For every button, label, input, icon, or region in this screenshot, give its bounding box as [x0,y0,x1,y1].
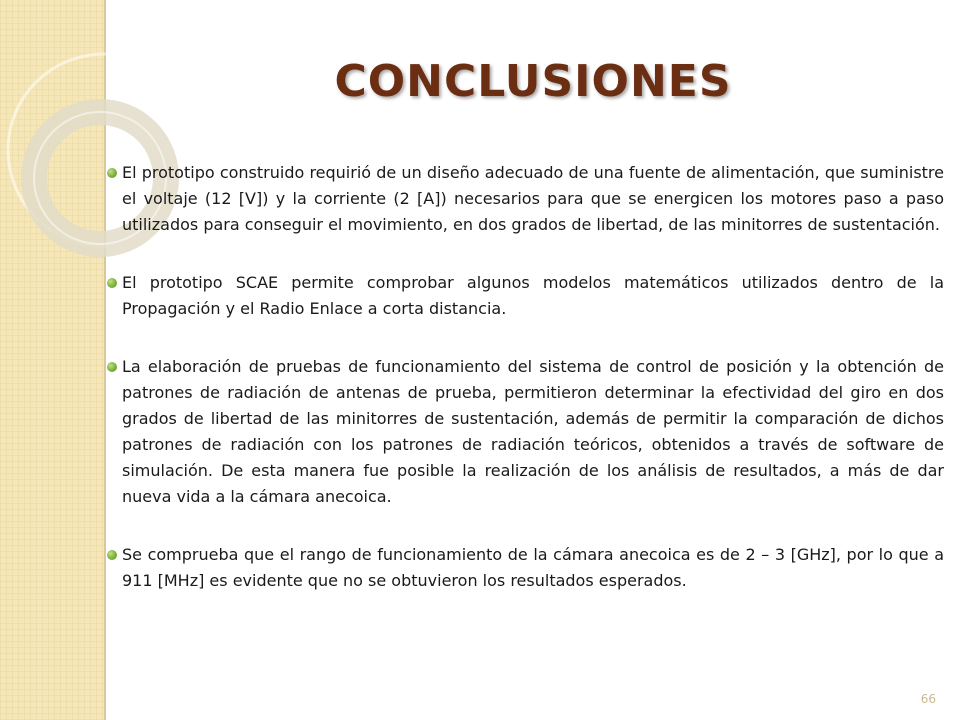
page-number: 66 [920,692,936,706]
bullet-text: Se comprueba que el rango de funcionamiento de la cámara anecoica es de 2 – 3 [GHz], por lo que a 911 [MHz] es evidente que no se obtuvieron los resultados esperados. [122,545,944,590]
bullet-item [104,160,944,238]
slide-title: CONCLUSIONES [334,56,732,107]
bullet-icon [107,168,117,178]
bullet-item [104,542,944,594]
bullet-item [104,270,944,322]
bullet-icon [107,278,117,288]
bullet-text: El prototipo SCAE permite comprobar algunos modelos matemáticos utilizados dentro de la Propagación y el Radio Enlace a corta distancia. [122,273,944,318]
bullet-list [104,160,944,626]
bullet-text: El prototipo construido requirió de un diseño adecuado de una fuente de alimentación, que suministre el voltaje (12 [V]) y la corriente (2 [A]) necesarios para que se energicen los motores paso a paso utilizados para conseguir el movimiento, en dos grados de libertad, de las minitorres de sustentación. [122,163,944,234]
bullet-icon [107,550,117,560]
bullet-item [104,354,944,510]
bullet-text: La elaboración de pruebas de funcionamiento del sistema de control de posición y la obtención de patrones de radiación de antenas de prueba, permitieron determinar la efectividad del giro en dos grados de libertad de las minitorres de sustentación, además de permitir la comparación de dichos patrones de radiación con los patrones de radiación teóricos, obtenidos a través de software de simulación. De esta manera fue posible la realización de los análisis de resultados, a más de dar nueva vida a la cámara anecoica. [122,357,944,506]
bullet-icon [107,362,117,372]
